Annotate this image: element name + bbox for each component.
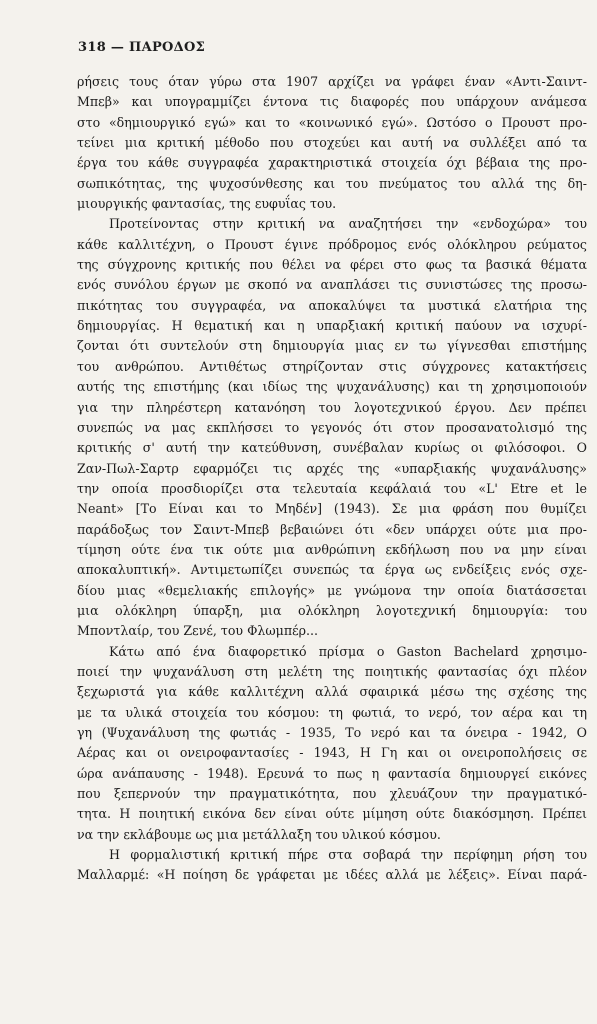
paragraph-4 <box>77 845 587 886</box>
text-line: δίου μιας «θεμελιακής επιλογής» με γνώμονα την οποία διατάσσεται <box>77 582 587 598</box>
text-line: τητα. Η ποιητική εικόνα δεν είναι ούτε μίμηση ούτε διακόσμηση. Πρέπει <box>77 806 587 822</box>
text-line: Ζαν-Πωλ-Σαρτρ εφαρμόζει τις αρχές της «υπαρξιακής ψυχανάλυσης» <box>77 460 587 476</box>
text-line: που ξεπερνούν την πραγματικότητα, που χλευάζουν την πραγματικό- <box>77 786 587 802</box>
text-line: Αέρας και οι ονειροφαντασίες - 1943, Η Γη και οι ονειροπολήσεις σε <box>77 745 587 761</box>
text-line: Η φορμαλιστική κριτική πήρε στα σοβαρά την περίφημη ρήση του <box>109 847 587 863</box>
text-line: ξεχωριστά για κάθε καλλιτέχνη αλλά σφαιρικά μέσω της σχέσης της <box>77 684 587 700</box>
text-line: αποκαλυπτική». Αντιμετωπίζει συνεπώς τα έργα ως ενδείξεις ενός σχε- <box>77 562 587 578</box>
text-line: τείνει μια κριτική μέθοδο που στοχεύει και αυτή να συλλέξει από τα <box>77 135 587 151</box>
text-line: να την εκλάβουμε ως μια μετάλλαξη του υλικού κόσμου. <box>77 826 441 842</box>
text-line: έργα του κάθε συγγραφέα χαρακτηριστικά στοιχεία όχι βέβαια της προ- <box>77 155 587 171</box>
body-text <box>77 72 587 886</box>
text-line: Μπεβ» και υπογραμμίζει έντονα τις διαφορές που υπάρχουν ανάμεσα <box>77 94 587 110</box>
text-line: μιουργικής φαντασίας, της ευφυΐας του. <box>77 196 337 212</box>
text-line: Μποντλαίρ, του Ζενέ, του Φλωμπέρ... <box>77 623 319 639</box>
text-line: Μαλλαρμέ: «Η ποίηση δε γράφεται με ιδέες αλλά με λέξεις». Είναι παρά- <box>77 867 587 883</box>
text-line: Neant» [Το Είναι και το Μηδέν] (1943). Σε μια φράση που θυμίζει <box>77 501 587 517</box>
text-line: ενός συνόλου έργων με σκοπό να αναπλάσει τις συνιστώσες της προσω- <box>77 277 587 293</box>
text-line: την οποία προσδιορίζει στα τελευταία κεφάλαιά του «L' Etre et le <box>77 480 587 496</box>
text-line: τίμηση ούτε ένα τικ ούτε μια ανθρώπινη εκδήλωση που να μην είναι <box>77 541 587 557</box>
text-line: του ανθρώπου. Αντιθέτως στηρίζονταν στις σύγχρονες κατακτήσεις <box>77 358 587 374</box>
text-line: ρήσεις τους όταν γύρω στα 1907 αρχίζει να γράφει έναν «Αντι-Σαιντ- <box>77 74 587 89</box>
text-line: παράδοξως τον Σαιντ-Μπεβ βεβαιώνει ότι «δεν υπάρχει ούτε μια προ- <box>77 521 587 537</box>
text-line: κάθε καλλιτέχνη, ο Προυστ έγινε πρόδρομος ενός ολόκληρου ρεύματος <box>77 236 587 252</box>
text-line: γη (Ψυχανάλυση της φωτιάς - 1935, Το νερό και τα όνειρα - 1942, Ο <box>77 725 587 740</box>
text-line: ποιεί την ψυχανάλυση στη μελέτη της ποιητικής φαντασίας όχι πλέον <box>77 663 587 679</box>
text-line: πικότητας του συγγραφέα, να αποκαλύψει τα μυστικά ελατήρια της <box>77 297 587 313</box>
paragraph-2 <box>77 214 587 641</box>
text-line: της σύγχρονης κριτικής που θέλει να φέρει στο φως τα βασικά θέματα <box>77 257 587 273</box>
text-line: κριτικής σ' αυτή την κατεύθυνση, συνέβαλαν κυρίως οι φιλόσοφοι. Ο <box>77 440 587 456</box>
text-line: αυτής της επιστήμης (και ιδίως της ψυχανάλυσης) και τη χρησιμοποιούν <box>77 379 587 395</box>
running-head: 318 — ΠΑΡΟΔΟΣ <box>78 40 206 55</box>
text-line: συνεπώς να μας εκπλήσσει το γεγονός ότι στον προσανατολισμό της <box>77 419 587 435</box>
text-line: δημιουργίας. Η θεματική και η υπαρξιακή κριτική παύουν να ισχυρί- <box>77 318 587 334</box>
text-line: Προτείνοντας στην κριτική να αναζητήσει την «ενδοχώρα» του <box>109 216 587 232</box>
text-line: στο «δημιουργικό εγώ» και το «κοινωνικό εγώ». Ωστόσο ο Προυστ προ- <box>77 114 587 130</box>
text-line: ζονται ότι συντελούν στη δημιουργία μιας εν τω γίγνεσθαι επιστήμης <box>77 338 587 354</box>
text-line: με τα υλικά στοιχεία του κόσμου: τη φωτιά, το νερό, τον αέρα και τη <box>77 704 587 720</box>
text-line: μια ολόκληρη ύπαρξη, μια ολόκληρη λογοτεχνική δημιουργία: του <box>77 602 587 618</box>
text-line: Κάτω από ένα διαφορετικό πρίσμα ο Gaston Bachelard χρησιμο- <box>109 643 587 659</box>
text-line: ώρα ανάπαυσης - 1948). Ερευνά το πως η φαντασία δημιουργεί εικόνες <box>77 765 587 781</box>
paragraph-3 <box>77 642 587 845</box>
text-line: σωπικότητας, της ψυχοσύνθεσης και του πνεύματος του αλλά της δη- <box>77 175 587 191</box>
paragraph-1 <box>77 72 587 214</box>
text-line: για την πληρέστερη κατανόηση του λογοτεχνικού έργου. Δεν πρέπει <box>77 399 587 415</box>
